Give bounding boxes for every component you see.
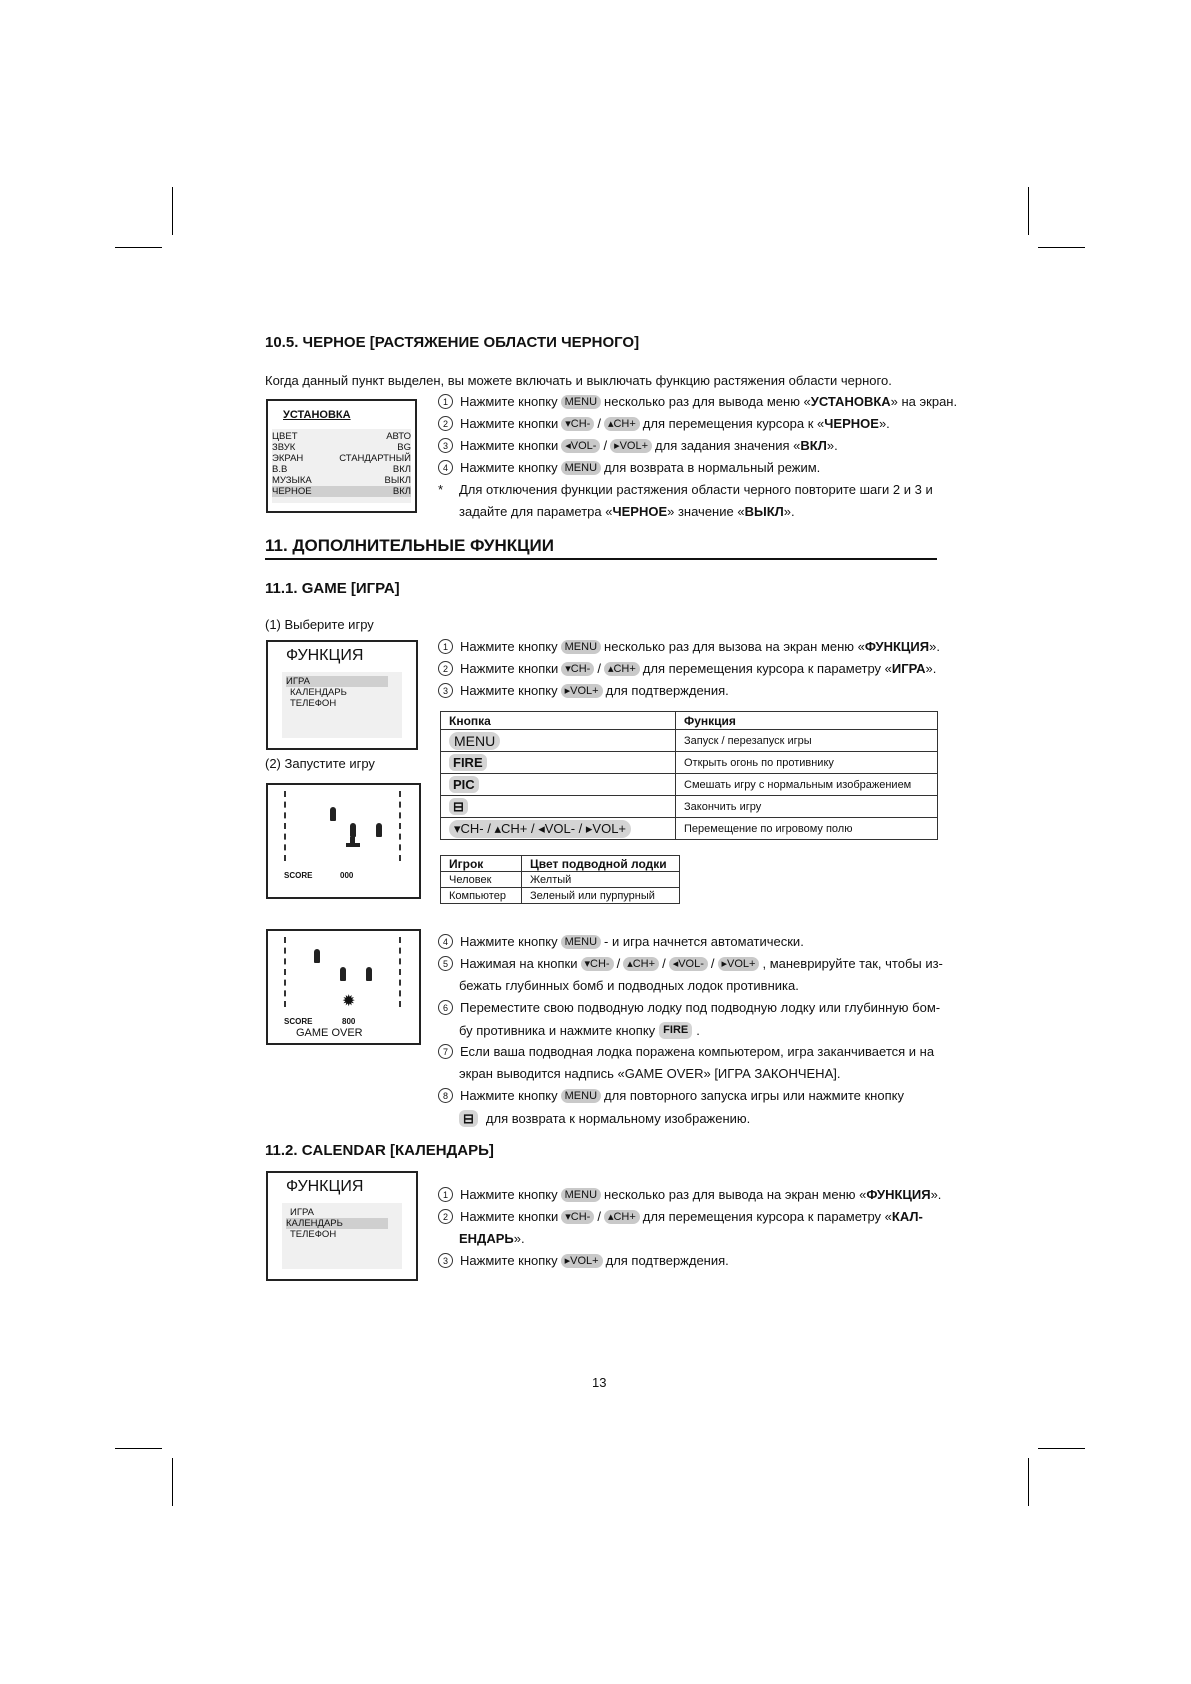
game-screen-1: SCORE 000	[266, 783, 421, 899]
note-line-1: * Для отключения функции растяжения области черного повторите шаги 2 и 3 и	[438, 482, 933, 497]
calendar-step-1: 1 Нажмите кнопку MENU несколько раз для вывода на экран меню « ФУНКЦИЯ ».	[438, 1187, 941, 1202]
run-game-label: (2) Запустите игру	[265, 756, 375, 771]
crop-mark	[172, 1458, 173, 1506]
crop-mark	[1028, 187, 1029, 235]
button-function-table: Кнопка Функция MENU Запуск / перезапуск игры FIRE Открыть огонь по противнику PIC Смешать игру с нормальным изображением ⊟ Закончить игру ▾CH- / ▴CH+ / ◂VOL- / ▸VOL+ Перемещение по игровому полю	[440, 711, 938, 840]
ch-up-key-icon: ▴CH+	[604, 417, 640, 431]
table-row: ⊟ Закончить игру	[441, 796, 938, 818]
vol-up-key-icon: ▸VOL+	[561, 684, 603, 698]
menu-title: ФУНКЦИЯ	[286, 1178, 364, 1195]
step-1: 1 Нажмите кнопку MENU несколько раз для вывода меню « УСТАНОВКА » на экран.	[438, 394, 957, 409]
game-step-5-cont: бежать глубинных бомб и подводных лодок противника.	[459, 978, 799, 993]
function-menu-screen	[266, 640, 418, 750]
table-row: Компьютер Зеленый или пурпурный	[441, 888, 680, 904]
vol-up-key-icon: ▸VOL+	[561, 1254, 603, 1268]
game-step-7: 7 Если ваша подводная лодка поражена компьютером, игра заканчивается и на	[438, 1044, 934, 1059]
section-heading-10-5: 10.5. ЧЕРНОЕ [РАСТЯЖЕНИЕ ОБЛАСТИ ЧЕРНОГО]	[265, 334, 640, 351]
game-step-3: 3 Нажмите кнопку ▸VOL+ для подтверждения.	[438, 683, 729, 698]
player-color-table: Игрок Цвет подводной лодки Человек Желтый Компьютер Зеленый или пурпурный	[440, 855, 680, 904]
subsection-heading-calendar: 11.2. CALENDAR [КАЛЕНДАРЬ]	[265, 1142, 494, 1159]
table-row: ▾CH- / ▴CH+ / ◂VOL- / ▸VOL+ Перемещение по игровому полю	[441, 818, 938, 840]
game-over-text: GAME OVER	[296, 1027, 363, 1039]
menu-row: МУЗЫКА ВЫКЛ	[272, 475, 411, 486]
game-step-1: 1 Нажмите кнопку MENU несколько раз для вызова на экран меню « ФУНКЦИЯ ».	[438, 639, 940, 654]
ch-down-key-icon: ▾CH-	[561, 1210, 594, 1224]
menu-item-game: ИГРА	[286, 676, 388, 687]
game-step-4: 4 Нажмите кнопку MENU - и игра начнется автоматически.	[438, 934, 804, 949]
ch-up-key-icon: ▴CH+	[604, 662, 640, 676]
vol-up-key-icon: ▸VOL+	[610, 439, 652, 453]
game-step-6: 6 Переместите свою подводную лодку под подводную лодку или глубинную бом-	[438, 1000, 940, 1015]
ch-up-key-icon: ▴CH+	[604, 1210, 640, 1224]
menu-row: ЗВУК BG	[272, 442, 411, 453]
game-screen-2: ✹ SCORE 800 GAME OVER	[266, 929, 421, 1045]
game-step-8-cont: ⊟ для возврата к нормальному изображению.	[459, 1110, 750, 1127]
table-row: Человек Желтый	[441, 872, 680, 888]
section-heading-11: 11. ДОПОЛНИТЕЛЬНЫЕ ФУНКЦИИ	[265, 536, 554, 555]
menu-title: ФУНКЦИЯ	[286, 647, 364, 664]
page-number: 13	[592, 1375, 607, 1390]
step-2: 2 Нажмите кнопки ▾CH- / ▴CH+ для перемещения курсора к « ЧЕРНОЕ ».	[438, 416, 890, 431]
step-4: 4 Нажмите кнопку MENU для возврата в нормальный режим.	[438, 460, 820, 475]
menu-item-game: ИГРА	[290, 1207, 315, 1218]
calendar-step-2-cont: ЕНДАРЬ ».	[459, 1231, 525, 1246]
ch-down-key-icon: ▾CH-	[561, 662, 594, 676]
game-step-8: 8 Нажмите кнопку MENU для повторного запуска игры или нажмите кнопку	[438, 1088, 904, 1103]
crop-mark	[1028, 1458, 1029, 1506]
menu-item-phone: ТЕЛЕФОН	[290, 1229, 337, 1240]
game-step-7-cont: экран выводится надпись «GAME OVER» [ИГРА ЗАКОНЧЕНА].	[459, 1066, 841, 1081]
note-line-2: задайте для параметра « ЧЕРНОЕ » значение « ВЫКЛ ».	[459, 504, 795, 519]
function-menu-screen-calendar	[266, 1171, 418, 1281]
exit-key-icon: ⊟	[449, 798, 468, 815]
menu-item-phone: ТЕЛЕФОН	[290, 698, 337, 709]
explosion-icon: ✹	[342, 993, 356, 1010]
calendar-step-2: 2 Нажмите кнопки ▾CH- / ▴CH+ для перемещения курсора к параметру « КАЛ-	[438, 1209, 923, 1224]
exit-key-icon: ⊟	[459, 1110, 478, 1127]
ch-down-key-icon: ▾CH-	[561, 417, 594, 431]
menu-key-icon: MENU	[561, 640, 601, 654]
table-row: FIRE Открыть огонь по противнику	[441, 752, 938, 774]
ustanovka-menu-screen	[266, 399, 417, 513]
crop-mark	[1038, 1448, 1085, 1449]
game-step-5: 5 Нажимая на кнопки ▾CH- / ▴CH+ / ◂VOL- / ▸VOL+ , маневрируйте так, чтобы из-	[438, 956, 943, 971]
menu-key-icon: MENU	[561, 935, 601, 949]
crop-mark	[115, 1448, 162, 1449]
menu-item-calendar: КАЛЕНДАРЬ	[286, 1218, 388, 1229]
crop-mark	[115, 247, 162, 248]
menu-row-selected: ЧЕРНОЕ ВКЛ	[272, 486, 411, 497]
menu-title: УСТАНОВКА	[283, 409, 351, 421]
game-step-6-cont: бу противника и нажмите кнопку FIRE .	[459, 1023, 700, 1038]
menu-row: ЭКРАН СТАНДАРТНЫЙ	[272, 453, 411, 464]
step-3: 3 Нажмите кнопки ◂VOL- / ▸VOL+ для задания значения « ВКЛ ».	[438, 438, 838, 453]
crop-mark	[172, 187, 173, 235]
menu-row: В.В ВКЛ	[272, 464, 411, 475]
menu-key-icon: MENU	[561, 395, 601, 409]
submarine-icon	[346, 843, 360, 847]
vol-down-key-icon: ◂VOL-	[561, 439, 600, 453]
calendar-step-3: 3 Нажмите кнопку ▸VOL+ для подтверждения.	[438, 1253, 729, 1268]
menu-key-icon: MENU	[561, 461, 601, 475]
subsection-heading-game: 11.1. GAME [ИГРА]	[265, 580, 400, 597]
section-divider	[265, 558, 937, 560]
choose-game-label: (1) Выберите игру	[265, 617, 374, 632]
game-step-2: 2 Нажмите кнопки ▾CH- / ▴CH+ для перемещения курсора к параметру « ИГРА ».	[438, 661, 936, 676]
menu-key-icon: MENU	[561, 1089, 601, 1103]
table-row: PIC Смешать игру с нормальным изображением	[441, 774, 938, 796]
intro-text: Когда данный пункт выделен, вы можете включать и выключать функцию растяжения области черного.	[265, 373, 892, 388]
menu-key-icon: MENU	[561, 1188, 601, 1202]
menu-row: ЦВЕТ АВТО	[272, 431, 411, 442]
crop-mark	[1038, 247, 1085, 248]
menu-item-calendar: КАЛЕНДАРЬ	[290, 687, 347, 698]
table-row: MENU Запуск / перезапуск игры	[441, 730, 938, 752]
